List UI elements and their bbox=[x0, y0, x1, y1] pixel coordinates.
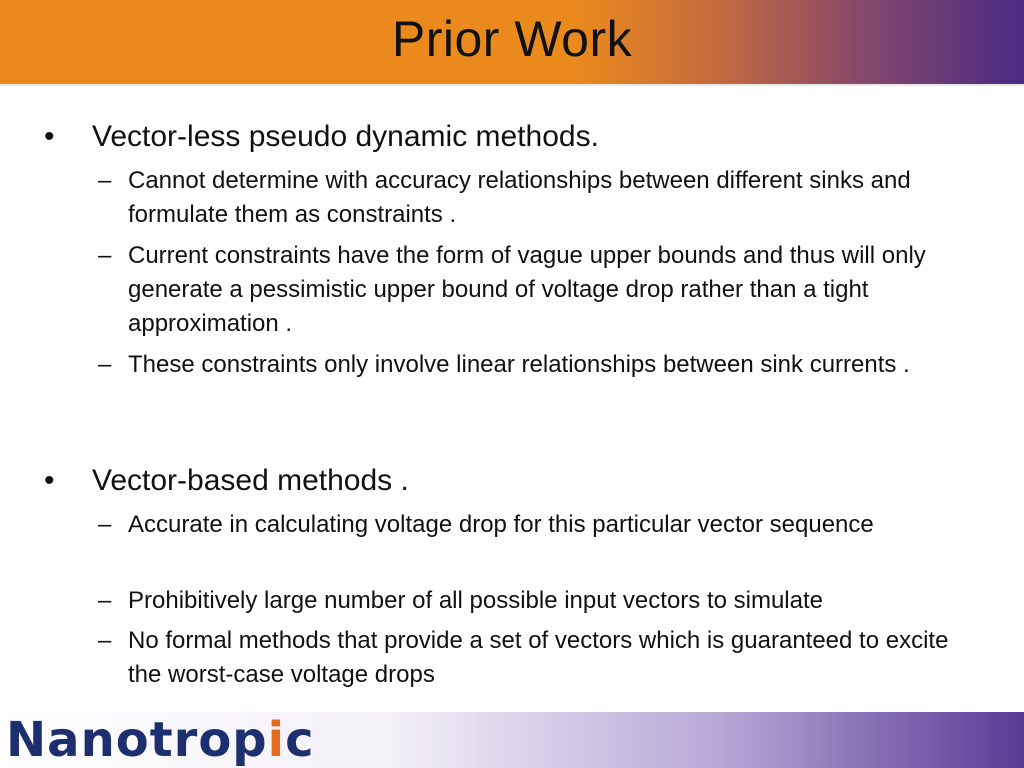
sub-bullet-text: Accurate in calculating voltage drop for this particular vector sequence bbox=[128, 511, 874, 538]
slide-title: Prior Work bbox=[391, 11, 633, 67]
sub-bullet-marker: – bbox=[98, 242, 112, 269]
logo-text-accent: i bbox=[267, 712, 286, 768]
sub-bullet-text: Cannot determine with accuracy relationships between different sinks and formulate them as constraints . bbox=[128, 167, 911, 228]
bullet-marker: • bbox=[44, 464, 55, 497]
sub-bullet-text: No formal methods that provide a set of vectors which is guaranteed to excite the worst-case voltage drops bbox=[128, 627, 949, 688]
sub-bullet-marker: – bbox=[98, 587, 112, 614]
sub-bullet-text: Prohibitively large number of all possible input vectors to simulate bbox=[128, 587, 824, 614]
logo-text-end: c bbox=[285, 712, 315, 768]
bullet-marker: • bbox=[44, 120, 55, 153]
nanotropic-logo bbox=[6, 712, 315, 768]
logo-text-main: Nanotrop bbox=[6, 712, 268, 768]
bullet-text: Vector-less pseudo dynamic methods. bbox=[92, 120, 599, 153]
sub-bullet-marker: – bbox=[98, 511, 112, 538]
title-bar bbox=[0, 0, 1024, 84]
sub-bullet-text: Current constraints have the form of vague upper bounds and thus will only generate a pessimistic upper bound of voltage drop rather than a tight approximation . bbox=[128, 242, 926, 337]
sub-bullet-text: These constraints only involve linear relationships between sink currents . bbox=[128, 351, 910, 378]
bullet-text: Vector-based methods . bbox=[92, 464, 409, 497]
sub-bullet-marker: – bbox=[98, 627, 112, 654]
sub-bullet-marker: – bbox=[98, 351, 112, 378]
sub-bullet-marker: – bbox=[98, 167, 112, 194]
